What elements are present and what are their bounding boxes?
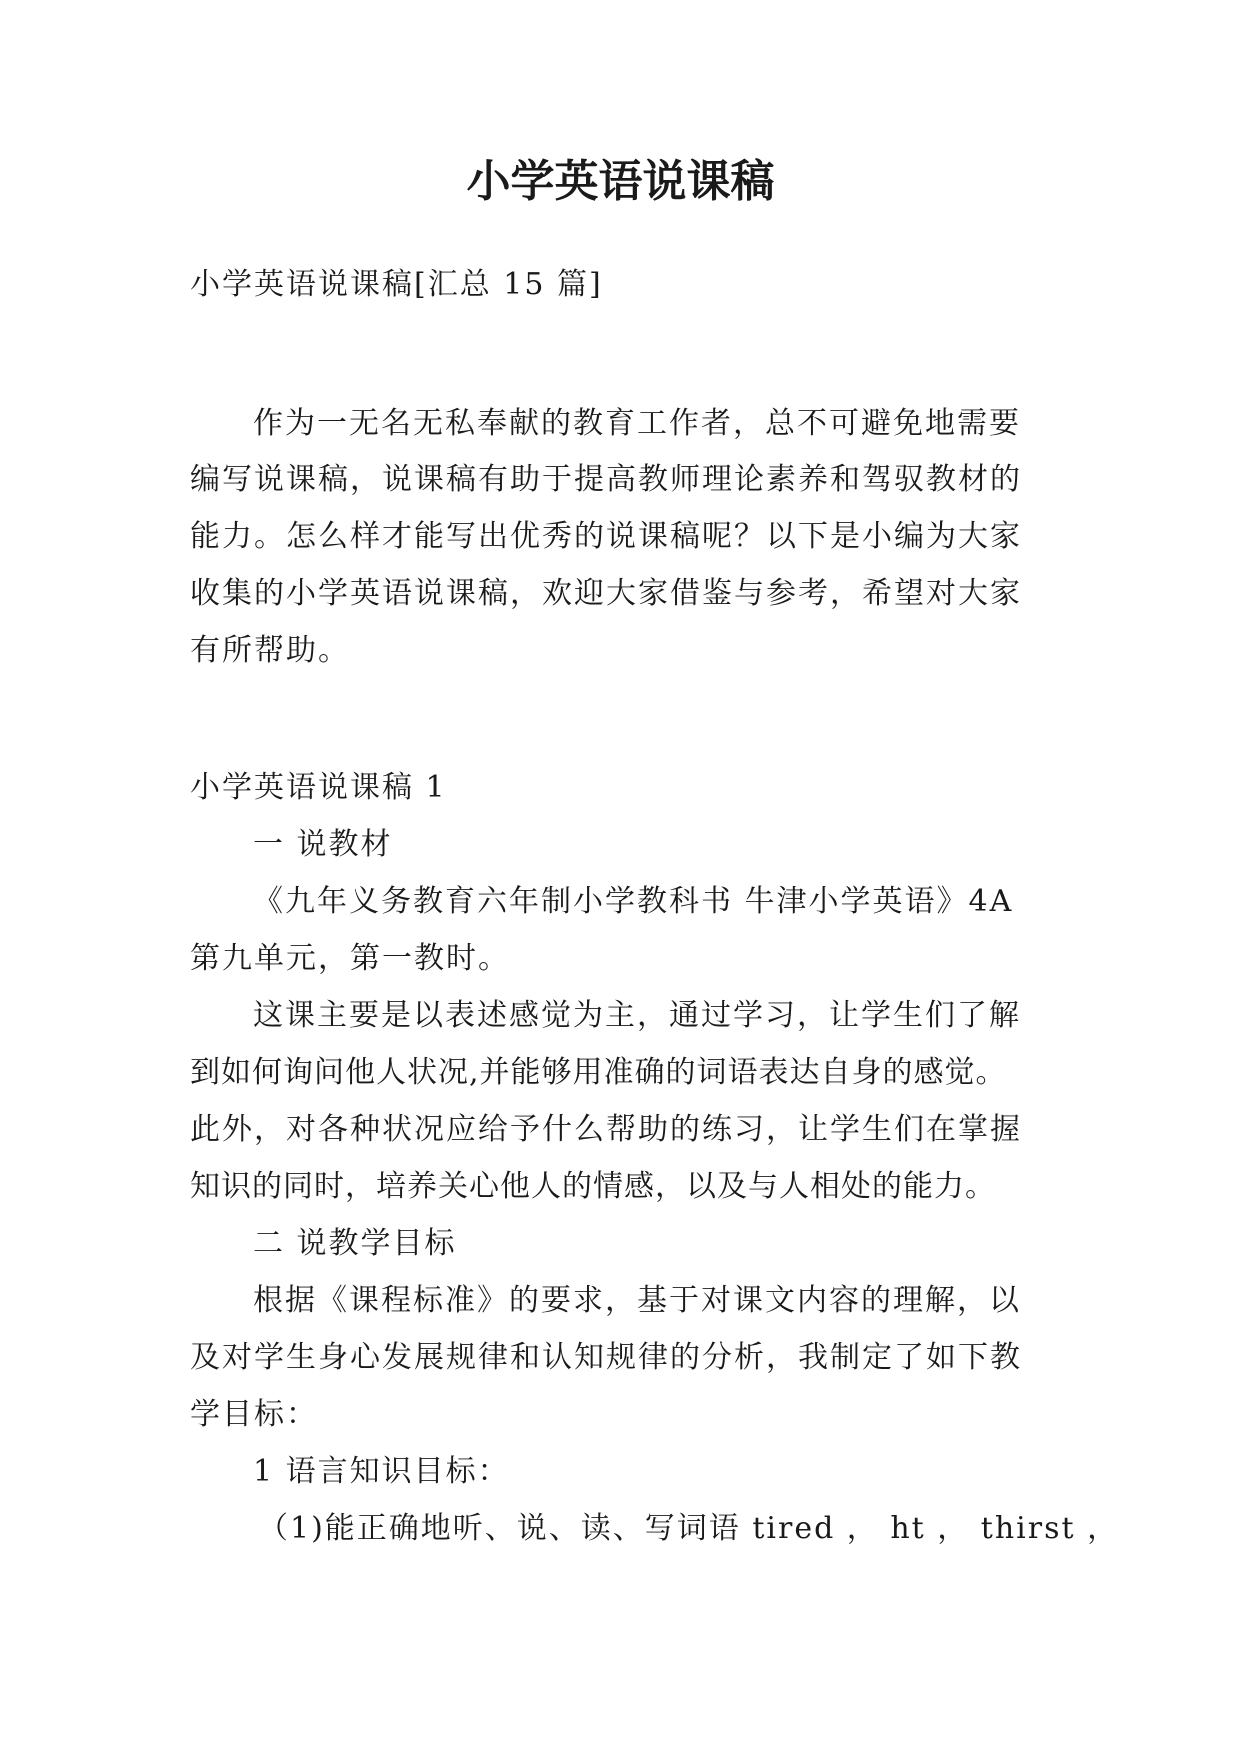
- intro-line-1: 作为一无名无私奉献的教育工作者，总不可避免地需要: [253, 406, 1021, 441]
- objective-line-3: 学目标：: [190, 1397, 318, 1432]
- part1-heading: 一 说教材: [253, 827, 393, 862]
- knowledge-item-1: （1)能正确地听、说、读、写词语 tired ， ht ， thirst ，: [258, 1511, 1120, 1546]
- content-line-2: 到如何询问他人状况,并能够用准确的词语表达自身的感觉。: [190, 1055, 1007, 1090]
- intro-line-4: 收集的小学英语说课稿，欢迎大家借鉴与参考，希望对大家: [190, 576, 1022, 611]
- content-line-1: 这课主要是以表述感觉为主，通过学习，让学生们了解: [253, 998, 1021, 1033]
- intro-line-2: 编写说课稿，说课稿有助于提高教师理论素养和驾驭教材的: [190, 462, 1022, 497]
- textbook-line-1: 《九年义务教育六年制小学教科书 牛津小学英语》4A: [253, 884, 1014, 919]
- content-line-4: 知识的同时，培养关心他人的情感，以及与人相处的能力。: [190, 1169, 996, 1204]
- objective-line-1: 根据《课程标准》的要求，基于对课文内容的理解，以: [253, 1283, 1021, 1318]
- document-title: 小学英语说课稿: [466, 156, 775, 207]
- intro-line-5: 有所帮助。: [190, 633, 350, 668]
- content-line-3: 此外，对各种状况应给予什么帮助的练习，让学生们在掌握: [190, 1112, 1022, 1147]
- knowledge-heading: 1 语言知识目标：: [253, 1454, 510, 1489]
- document-subtitle: 小学英语说课稿[汇总 15 篇]: [190, 267, 603, 302]
- intro-line-3: 能力。怎么样才能写出优秀的说课稿呢？以下是小编为大家: [190, 519, 1022, 554]
- textbook-line-2: 第九单元，第一教时。: [190, 941, 510, 976]
- part2-heading: 二 说教学目标: [253, 1226, 457, 1261]
- objective-line-2: 及对学生身心发展规律和认知规律的分析，我制定了如下教: [190, 1340, 1022, 1375]
- section-heading: 小学英语说课稿 1: [190, 770, 447, 805]
